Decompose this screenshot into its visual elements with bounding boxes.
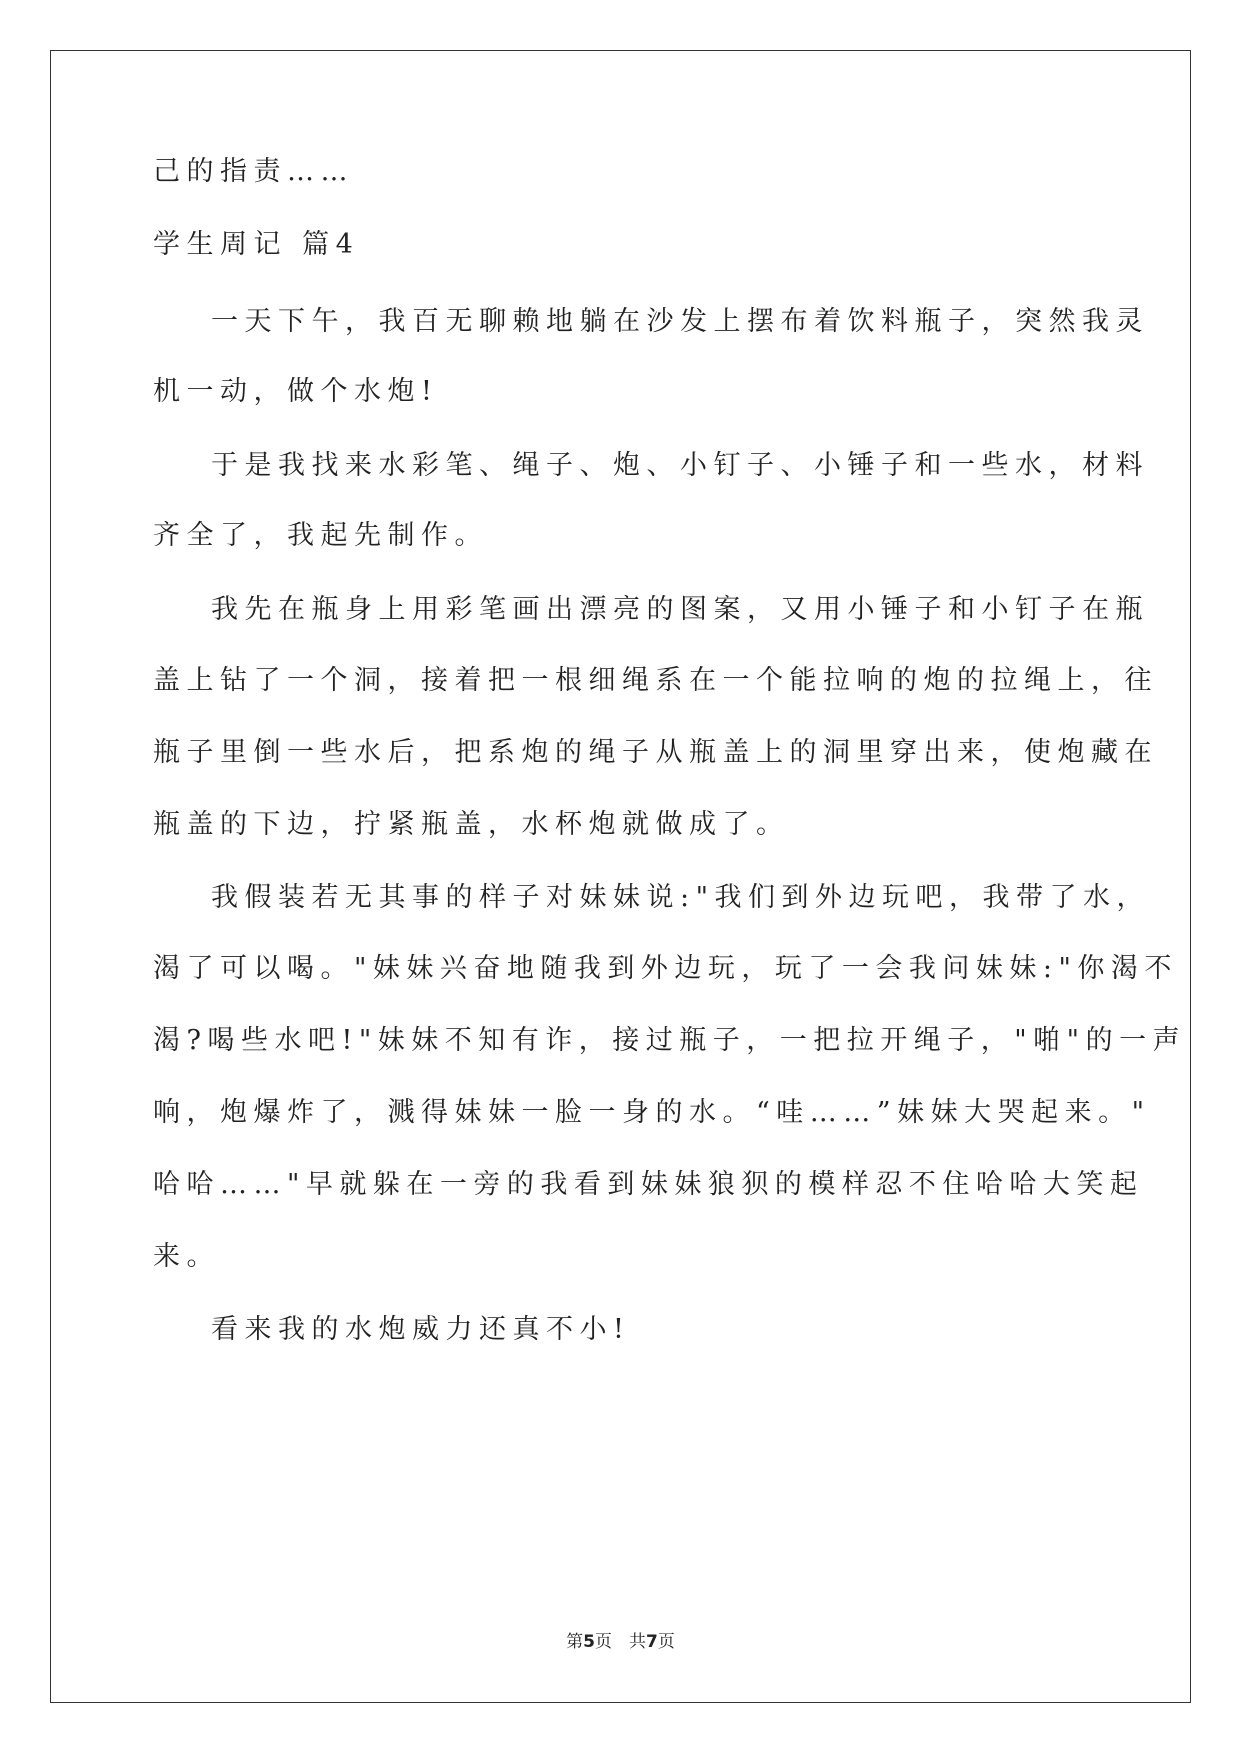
text-line: 一天下午，我百无聊赖地躺在沙发上摆布着饮料瓶子，突然我灵 xyxy=(211,306,1149,337)
text-line: 瓶子里倒一些水后，把系炮的绳子从瓶盖上的洞里穿出来，使炮藏在 xyxy=(153,737,1158,768)
text-line: 己的指责…… xyxy=(153,156,354,187)
text-line: 盖上钻了一个洞，接着把一根细绳系在一个能拉响的炮的拉绳上，往 xyxy=(153,665,1158,696)
page-footer xyxy=(0,1627,1241,1652)
footer-page-total: 7 xyxy=(646,1632,658,1652)
page-border xyxy=(50,50,1191,1703)
text-line: 瓶盖的下边，拧紧瓶盖，水杯炮就做成了。 xyxy=(153,809,790,840)
text-line: 我先在瓶身上用彩笔画出漂亮的图案，又用小锤子和小钉子在瓶 xyxy=(211,594,1149,625)
text-line: 渴?喝些水吧!"妹妹不知有诈，接过瓶子，一把拉开绳子，"啪"的一声 xyxy=(153,1025,1187,1056)
text-line: 哈哈……"早就躲在一旁的我看到妹妹狼狈的模样忍不住哈哈大笑起 xyxy=(153,1169,1144,1200)
footer-prefix: 第 xyxy=(566,1632,584,1652)
text-line: 来。 xyxy=(153,1241,220,1272)
text-line: 于是我找来水彩笔、绳子、炮、小钉子、小锤子和一些水，材料 xyxy=(211,450,1149,481)
section-heading: 学生周记 篇4 xyxy=(153,229,360,260)
text-line: 齐全了，我起先制作。 xyxy=(153,520,488,551)
text-line: 看来我的水炮威力还真不小! xyxy=(211,1314,631,1345)
text-line: 响，炮爆炸了，溅得妹妹一脸一身的水。“哇……”妹妹大哭起来。" xyxy=(153,1097,1151,1128)
text-line: 渴了可以喝。"妹妹兴奋地随我到外边玩，玩了一会我问妹妹:"你渴不 xyxy=(153,953,1178,984)
text-line: 我假装若无其事的样子对妹妹说:"我们到外边玩吧，我带了水， xyxy=(211,882,1151,913)
footer-mid: 页 共 xyxy=(595,1632,646,1652)
text-line: 机一动，做个水炮! xyxy=(153,376,439,407)
footer-page-number: 5 xyxy=(583,1632,595,1652)
footer-suffix: 页 xyxy=(657,1632,675,1652)
